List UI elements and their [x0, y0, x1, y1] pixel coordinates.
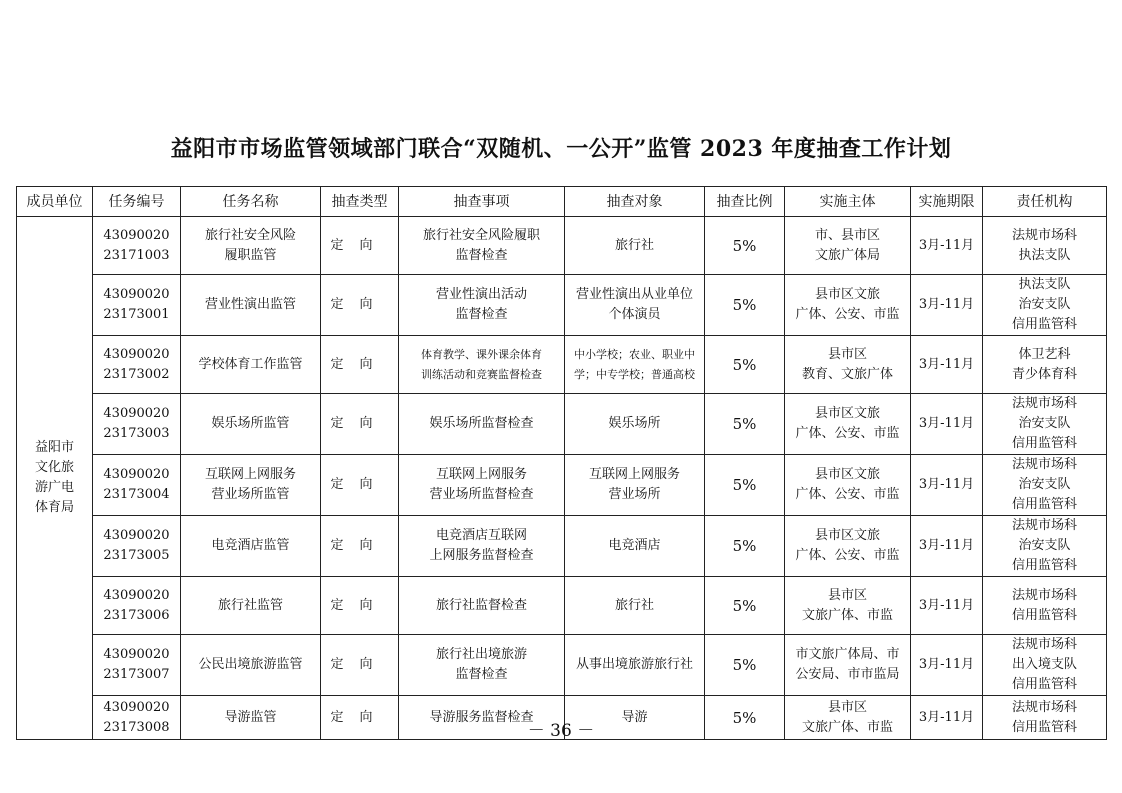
- cell-line: 县市区: [827, 346, 867, 362]
- column-header: 任务名称: [181, 187, 321, 217]
- cell-line: 执法支队: [1018, 277, 1071, 292]
- inspection-ratio-cell: 5%: [705, 275, 785, 336]
- period-cell: 3月-11月: [911, 217, 983, 275]
- implementing-body-cell: [785, 635, 911, 696]
- table-row: [17, 577, 1107, 635]
- cell-line: 23171003: [103, 247, 170, 263]
- cell-line: 旅行社: [614, 597, 654, 613]
- inspection-type-cell: [321, 577, 399, 635]
- cell-line: 定向: [330, 709, 389, 725]
- implementing-body-cell: [785, 516, 911, 577]
- cell-line: 治安支队: [1018, 297, 1071, 312]
- inspection-target-cell: [565, 336, 705, 394]
- cell-line: 益阳市: [34, 440, 74, 455]
- inspection-type-cell: [321, 516, 399, 577]
- table-row: [17, 275, 1107, 336]
- task-code-cell: [93, 275, 181, 336]
- responsible-org-cell: [983, 336, 1107, 394]
- implementing-body-cell: [785, 217, 911, 275]
- column-header: 实施主体: [785, 187, 911, 217]
- table-row: [17, 516, 1107, 577]
- task-name-cell: [181, 577, 321, 635]
- cell-line: 县市区文旅: [814, 528, 880, 543]
- cell-line: 营业性演出从业单位: [575, 287, 693, 302]
- cell-line: 旅行社监管: [217, 597, 283, 613]
- inspection-item-cell: [399, 635, 565, 696]
- cell-line: 县市区文旅: [814, 287, 880, 302]
- inspection-type-cell: [321, 455, 399, 516]
- cell-line: 广体、公安、市监: [795, 487, 900, 502]
- cell-line: 电竞酒店互联网: [435, 528, 527, 543]
- cell-line: 监督检查: [455, 667, 508, 682]
- cell-line: 法规市场科: [1011, 587, 1077, 603]
- cell-line: 文旅广体、市监: [801, 719, 893, 735]
- cell-line: 治安支队: [1018, 477, 1071, 492]
- inspection-target-cell: [565, 394, 705, 455]
- cell-line: 县市区: [827, 699, 867, 715]
- page-title: 益阳市市场监管领域部门联合“双随机、一公开”监管 2023 年度抽查工作计划: [170, 136, 952, 162]
- cell-line: 23173008: [103, 719, 170, 735]
- inspection-ratio-cell: 5%: [705, 217, 785, 275]
- inspection-target-cell: [565, 577, 705, 635]
- inspection-item-cell: [399, 577, 565, 635]
- task-code-cell: [93, 516, 181, 577]
- cell-line: 游广电: [34, 480, 74, 495]
- cell-line: 履职监管: [224, 247, 277, 263]
- cell-line: 43090020: [103, 406, 170, 421]
- inspection-ratio-cell: 5%: [705, 696, 785, 740]
- inspection-ratio-cell: 5%: [705, 394, 785, 455]
- period-cell: 3月-11月: [911, 577, 983, 635]
- cell-line: 43090020: [103, 699, 170, 715]
- member-unit-cell: [17, 217, 93, 740]
- cell-line: 娱乐场所监督检查: [429, 416, 534, 431]
- inspection-target-cell: [565, 217, 705, 275]
- cell-line: 法规市场科: [1011, 227, 1077, 243]
- cell-line: 信用监管科: [1011, 607, 1077, 623]
- cell-line: 定向: [330, 237, 389, 253]
- inspection-type-cell: [321, 394, 399, 455]
- cell-line: 市、县市区: [814, 227, 880, 243]
- cell-line: 营业场所监管: [211, 487, 290, 502]
- inspection-ratio-cell: 5%: [705, 516, 785, 577]
- cell-line: 旅行社出境旅游: [435, 647, 527, 662]
- cell-line: 23173004: [103, 487, 170, 502]
- table-row: [17, 455, 1107, 516]
- period-cell: 3月-11月: [911, 394, 983, 455]
- cell-line: 23173001: [103, 307, 170, 322]
- task-name-cell: [181, 394, 321, 455]
- cell-line: 广体、公安、市监: [795, 548, 900, 563]
- column-header: 成员单位: [17, 187, 93, 217]
- cell-line: 法规市场科: [1011, 457, 1077, 472]
- cell-line: 广体、公安、市监: [795, 307, 900, 322]
- cell-line: 旅行社监督检查: [435, 597, 527, 613]
- cell-line: 定向: [330, 657, 389, 672]
- cell-line: 市文旅广体局、市: [795, 647, 900, 662]
- cell-line: 信用监管科: [1011, 497, 1077, 512]
- cell-line: 43090020: [103, 528, 170, 543]
- cell-line: 体卫艺科: [1018, 346, 1071, 362]
- cell-line: 导游监管: [224, 709, 277, 725]
- cell-line: 监督检查: [455, 247, 508, 263]
- cell-line: 文化旅: [34, 460, 74, 475]
- column-header: 抽查事项: [399, 187, 565, 217]
- cell-line: 43090020: [103, 346, 170, 362]
- cell-line: 文旅广体、市监: [801, 607, 893, 623]
- cell-line: 青少体育科: [1011, 366, 1077, 382]
- cell-line: 23173007: [103, 667, 170, 682]
- cell-line: 娱乐场所监管: [211, 416, 290, 431]
- cell-line: 营业场所: [608, 487, 661, 502]
- column-header: 责任机构: [983, 187, 1107, 217]
- task-code-cell: [93, 336, 181, 394]
- inspection-item-cell: [399, 275, 565, 336]
- cell-line: 电竞酒店监管: [211, 538, 290, 553]
- cell-line: 娱乐场所: [608, 416, 661, 431]
- cell-line: 训练活动和竞赛监督检查: [421, 367, 542, 381]
- inspection-type-cell: [321, 275, 399, 336]
- period-cell: 3月-11月: [911, 455, 983, 516]
- cell-line: 导游服务监督检查: [429, 709, 534, 725]
- cell-line: 中小学校；农业、职业中: [574, 347, 695, 361]
- task-code-cell: [93, 577, 181, 635]
- cell-line: 旅行社安全风险履职: [422, 227, 540, 243]
- task-code-cell: [93, 635, 181, 696]
- column-header: 实施期限: [911, 187, 983, 217]
- inspection-item-cell: [399, 394, 565, 455]
- cell-line: 43090020: [103, 467, 170, 482]
- inspection-item-cell: [399, 217, 565, 275]
- column-header: 抽查比例: [705, 187, 785, 217]
- period-cell: 3月-11月: [911, 696, 983, 740]
- cell-line: 治安支队: [1018, 538, 1071, 553]
- cell-line: 旅行社: [614, 237, 654, 253]
- cell-line: 信用监管科: [1011, 558, 1077, 573]
- cell-line: 法规市场科: [1011, 518, 1077, 533]
- table-row: [17, 394, 1107, 455]
- column-header: 抽查类型: [321, 187, 399, 217]
- cell-line: 治安支队: [1018, 416, 1071, 431]
- period-cell: 3月-11月: [911, 275, 983, 336]
- task-name-cell: [181, 217, 321, 275]
- implementing-body-cell: [785, 336, 911, 394]
- inspection-plan-table: [16, 186, 1107, 740]
- cell-line: 公民出境旅游监管: [198, 657, 303, 672]
- task-name-cell: [181, 336, 321, 394]
- cell-line: 信用监管科: [1011, 436, 1077, 451]
- cell-line: 23173002: [103, 366, 170, 382]
- cell-line: 定向: [330, 597, 389, 613]
- cell-line: 定向: [330, 538, 389, 553]
- inspection-target-cell: [565, 455, 705, 516]
- responsible-org-cell: [983, 217, 1107, 275]
- inspection-type-cell: [321, 336, 399, 394]
- inspection-ratio-cell: 5%: [705, 336, 785, 394]
- task-name-cell: [181, 635, 321, 696]
- responsible-org-cell: [983, 275, 1107, 336]
- inspection-item-cell: [399, 336, 565, 394]
- cell-line: 监督检查: [455, 307, 508, 322]
- cell-line: 43090020: [103, 227, 170, 243]
- inspection-item-cell: [399, 455, 565, 516]
- responsible-org-cell: [983, 577, 1107, 635]
- cell-line: 信用监管科: [1011, 719, 1077, 735]
- cell-line: 定向: [330, 297, 389, 312]
- inspection-ratio-cell: 5%: [705, 577, 785, 635]
- cell-line: 法规市场科: [1011, 396, 1077, 411]
- cell-line: 法规市场科: [1011, 699, 1077, 715]
- table-row: [17, 336, 1107, 394]
- cell-line: 信用监管科: [1011, 317, 1077, 332]
- cell-line: 体育教学、课外课余体育: [421, 347, 542, 361]
- cell-line: 县市区: [827, 587, 867, 603]
- cell-line: 43090020: [103, 287, 170, 302]
- cell-line: 县市区文旅: [814, 467, 880, 482]
- cell-line: 43090020: [103, 587, 170, 603]
- implementing-body-cell: [785, 455, 911, 516]
- cell-line: 互联网上网服务: [435, 467, 527, 482]
- cell-line: 定向: [330, 477, 389, 492]
- period-cell: 3月-11月: [911, 635, 983, 696]
- page-number: － 36 －: [527, 721, 595, 741]
- responsible-org-cell: [983, 455, 1107, 516]
- inspection-item-cell: [399, 516, 565, 577]
- inspection-type-cell: [321, 217, 399, 275]
- table-row: [17, 217, 1107, 275]
- inspection-target-cell: [565, 275, 705, 336]
- cell-line: 法规市场科: [1011, 637, 1077, 652]
- period-cell: 3月-11月: [911, 336, 983, 394]
- cell-line: 广体、公安、市监: [795, 426, 900, 441]
- table-row: [17, 635, 1107, 696]
- cell-line: 营业性演出活动: [435, 287, 527, 302]
- cell-line: 上网服务监督检查: [429, 548, 534, 563]
- cell-line: 公安局、市市监局: [795, 667, 900, 682]
- implementing-body-cell: [785, 394, 911, 455]
- cell-line: 43090020: [103, 647, 170, 662]
- inspection-target-cell: [565, 516, 705, 577]
- cell-line: 定向: [330, 356, 389, 372]
- cell-line: 个体演员: [608, 307, 661, 322]
- inspection-type-cell: [321, 635, 399, 696]
- task-name-cell: [181, 455, 321, 516]
- cell-line: 定向: [330, 416, 389, 431]
- cell-line: 从事出境旅游旅行社: [575, 657, 693, 672]
- column-header: 任务编号: [93, 187, 181, 217]
- cell-line: 学校体育工作监管: [198, 356, 303, 372]
- cell-line: 营业性演出监管: [204, 297, 296, 312]
- cell-line: 旅行社安全风险: [204, 227, 296, 243]
- inspection-target-cell: [565, 635, 705, 696]
- cell-line: 学；中专学校；普通高校: [574, 367, 695, 381]
- cell-line: 出入境支队: [1011, 657, 1077, 672]
- implementing-body-cell: [785, 577, 911, 635]
- cell-line: 营业场所监督检查: [429, 487, 534, 502]
- cell-line: 互联网上网服务: [204, 467, 296, 482]
- cell-line: 互联网上网服务: [588, 467, 680, 482]
- cell-line: 文旅广体局: [814, 247, 880, 263]
- column-header: 抽查对象: [565, 187, 705, 217]
- responsible-org-cell: [983, 394, 1107, 455]
- task-code-cell: [93, 394, 181, 455]
- cell-line: 体育局: [34, 500, 74, 515]
- cell-line: 23173005: [103, 548, 170, 563]
- task-code-cell: [93, 217, 181, 275]
- cell-line: 23173006: [103, 607, 170, 623]
- cell-line: 23173003: [103, 426, 170, 441]
- task-name-cell: [181, 275, 321, 336]
- inspection-ratio-cell: 5%: [705, 635, 785, 696]
- period-cell: 3月-11月: [911, 516, 983, 577]
- responsible-org-cell: [983, 635, 1107, 696]
- cell-line: 县市区文旅: [814, 406, 880, 421]
- cell-line: 教育、文旅广体: [801, 366, 893, 382]
- cell-line: 导游: [621, 709, 648, 725]
- cell-line: 执法支队: [1018, 247, 1071, 263]
- task-code-cell: [93, 455, 181, 516]
- task-name-cell: [181, 516, 321, 577]
- cell-line: 信用监管科: [1011, 677, 1077, 692]
- responsible-org-cell: [983, 516, 1107, 577]
- implementing-body-cell: [785, 275, 911, 336]
- header-row: [17, 187, 1107, 217]
- cell-line: 电竞酒店: [608, 538, 661, 553]
- inspection-ratio-cell: 5%: [705, 455, 785, 516]
